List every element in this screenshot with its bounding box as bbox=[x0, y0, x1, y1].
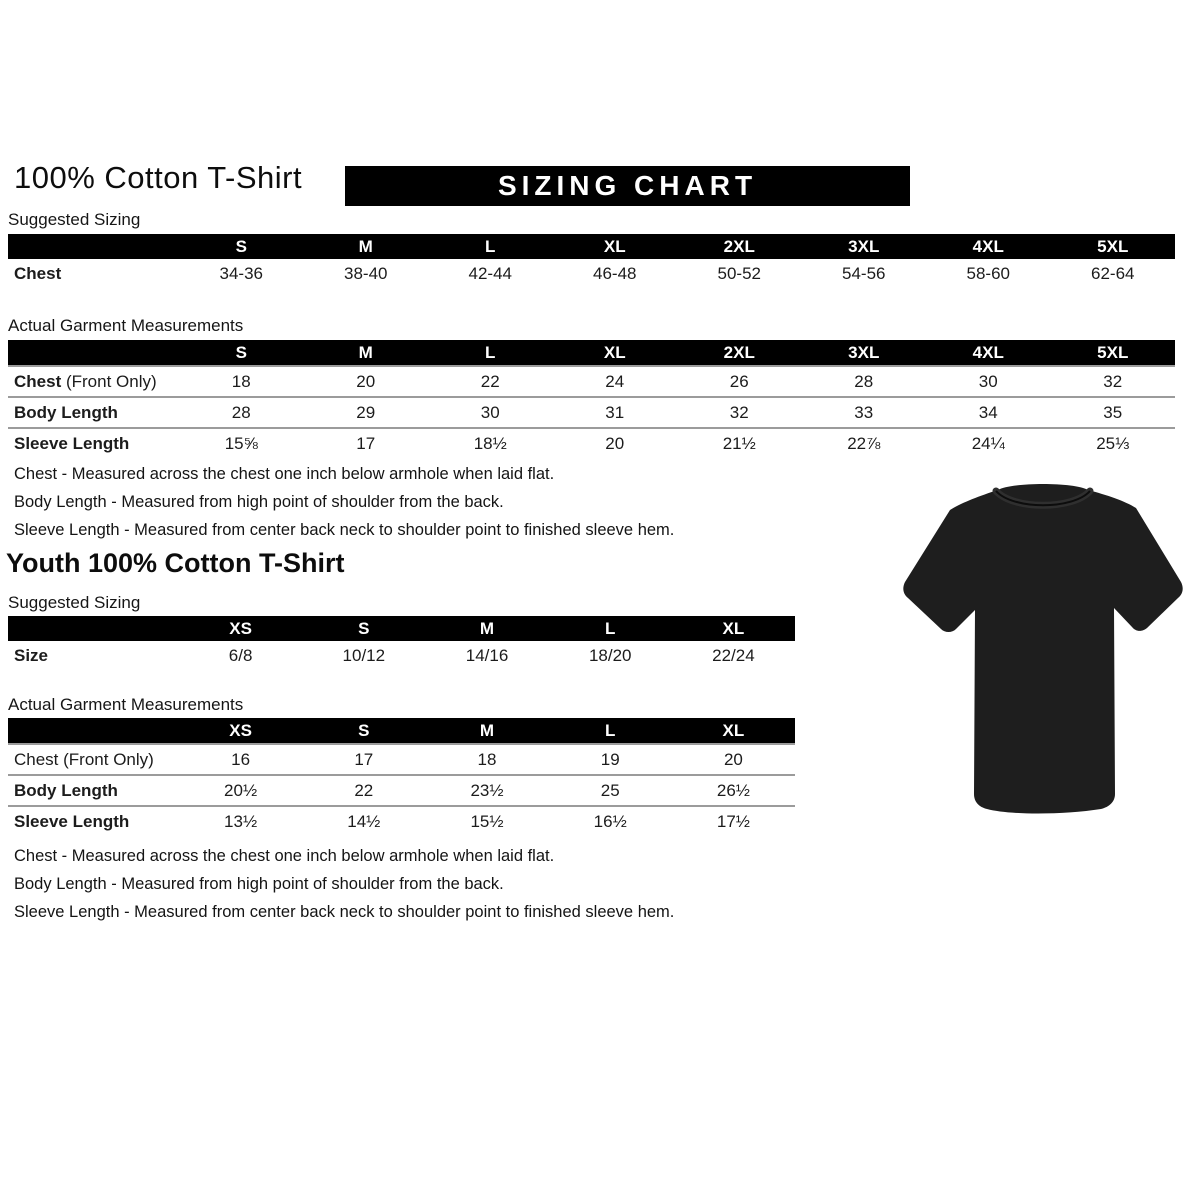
size-header-row bbox=[8, 718, 795, 743]
table-row bbox=[8, 641, 795, 670]
size-header-cell: S bbox=[358, 720, 370, 740]
size-header-cell: L bbox=[605, 720, 616, 740]
measurement-cell: 18 bbox=[477, 749, 497, 769]
measurement-cell: 32 bbox=[729, 402, 749, 422]
measurement-cell: 20 bbox=[723, 749, 743, 769]
measurement-cell: 33 bbox=[854, 402, 874, 422]
measurement-cell: 31 bbox=[605, 402, 625, 422]
measurement-cell: 14/16 bbox=[465, 645, 509, 665]
size-header-cell: 3XL bbox=[848, 236, 880, 256]
measurement-note: Chest - Measured across the chest one inch below armhole when laid flat. bbox=[14, 847, 555, 865]
measurement-cell: 28 bbox=[231, 402, 251, 422]
measurement-cell: 38-40 bbox=[344, 263, 388, 283]
size-header-cell: XL bbox=[603, 236, 626, 256]
adult-garment-measurements-table bbox=[8, 340, 1175, 458]
sizing-chart-banner-label: SIZING CHART bbox=[497, 170, 758, 201]
measurement-cell: 50-52 bbox=[717, 263, 761, 283]
measurement-cell: 22/24 bbox=[712, 645, 755, 665]
youth-measurement-notes bbox=[14, 842, 674, 926]
measurement-cell: 18½ bbox=[473, 433, 507, 453]
measurement-cell: 15⅝ bbox=[224, 433, 258, 453]
size-header-cell: M bbox=[479, 720, 495, 740]
black-tshirt-image bbox=[893, 468, 1193, 818]
table-row bbox=[8, 805, 795, 836]
measurement-cell: 22 bbox=[480, 371, 500, 391]
measurement-cell: 16½ bbox=[593, 811, 627, 831]
measurement-cell: 24 bbox=[605, 371, 625, 391]
youth-garment-measurements-table bbox=[8, 718, 795, 836]
measurement-note: Sleeve Length - Measured from center back neck to shoulder point to finished sleeve hem. bbox=[14, 521, 675, 539]
measurement-cell: 22 bbox=[354, 780, 374, 800]
measurement-cell: 16 bbox=[231, 749, 251, 769]
measurement-cell: 21½ bbox=[722, 433, 756, 453]
size-header-cell: M bbox=[479, 618, 495, 638]
youth-garment-measurements-label: Actual Garment Measurements bbox=[8, 695, 244, 714]
measurement-cell: 62-64 bbox=[1091, 263, 1135, 283]
size-header-cell: 4XL bbox=[972, 236, 1004, 256]
table-row bbox=[8, 365, 1175, 396]
size-header-cell: XL bbox=[722, 720, 745, 740]
measurement-cell: 17½ bbox=[716, 811, 750, 831]
size-header-cell: S bbox=[358, 618, 370, 638]
measurement-cell: 6/8 bbox=[228, 645, 253, 665]
adult-suggested-sizing-table bbox=[8, 234, 1175, 288]
measurement-cell: 20½ bbox=[224, 780, 258, 800]
measurement-cell: 18 bbox=[231, 371, 251, 391]
measurement-cell: 15½ bbox=[470, 811, 504, 831]
measurement-cell: 25 bbox=[600, 780, 620, 800]
sizing-chart-banner bbox=[345, 166, 910, 206]
size-header-cell: XS bbox=[229, 618, 252, 638]
row-label: Size bbox=[14, 645, 49, 665]
size-header-row bbox=[8, 234, 1175, 259]
measurement-cell: 34-36 bbox=[219, 263, 263, 283]
row-label: Body Length bbox=[14, 402, 118, 422]
measurement-cell: 24¼ bbox=[971, 433, 1005, 453]
adult-measurement-notes bbox=[14, 460, 674, 544]
row-label: Body Length bbox=[14, 780, 118, 800]
measurement-cell: 35 bbox=[1103, 402, 1123, 422]
measurement-cell: 14½ bbox=[347, 811, 381, 831]
measurement-cell: 54-56 bbox=[842, 263, 886, 283]
tshirt-icon bbox=[893, 468, 1193, 818]
size-header-cell: S bbox=[235, 236, 247, 256]
size-header-cell: 5XL bbox=[1097, 342, 1129, 362]
measurement-cell: 46-48 bbox=[593, 263, 637, 283]
measurement-cell: 20 bbox=[356, 371, 376, 391]
youth-suggested-sizing-table bbox=[8, 616, 795, 670]
measurement-cell: 28 bbox=[854, 371, 874, 391]
size-header-cell: XL bbox=[603, 342, 626, 362]
row-label: Chest (Front Only) bbox=[14, 749, 154, 769]
size-header-row bbox=[8, 616, 795, 641]
size-header-cell: L bbox=[485, 236, 496, 256]
measurement-cell: 17 bbox=[354, 749, 374, 769]
measurement-cell: 34 bbox=[978, 402, 998, 422]
measurement-cell: 30 bbox=[480, 402, 500, 422]
measurement-cell: 32 bbox=[1103, 371, 1123, 391]
size-header-cell: M bbox=[358, 236, 373, 256]
measurement-cell: 29 bbox=[356, 402, 376, 422]
measurement-note: Chest - Measured across the chest one inch below armhole when laid flat. bbox=[14, 465, 555, 483]
adult-suggested-sizing-label: Suggested Sizing bbox=[8, 210, 141, 229]
row-label: Sleeve Length bbox=[14, 811, 130, 831]
measurement-cell: 25⅓ bbox=[1096, 433, 1130, 453]
measurement-cell: 58-60 bbox=[966, 263, 1010, 283]
measurement-note: Body Length - Measured from high point of shoulder from the back. bbox=[14, 875, 504, 893]
size-header-cell: XL bbox=[722, 618, 745, 638]
size-header-cell: L bbox=[485, 342, 496, 362]
measurement-cell: 22⅞ bbox=[847, 433, 881, 453]
measurement-cell: 42-44 bbox=[468, 263, 512, 283]
size-header-row bbox=[8, 340, 1175, 365]
row-label: Chest bbox=[14, 263, 62, 283]
size-header-cell: 2XL bbox=[723, 342, 755, 362]
table-row bbox=[8, 259, 1175, 288]
size-header-cell: L bbox=[605, 618, 616, 638]
measurement-cell: 26½ bbox=[716, 780, 750, 800]
measurement-cell: 19 bbox=[600, 749, 620, 769]
measurement-cell: 18/20 bbox=[588, 645, 632, 665]
measurement-cell: 20 bbox=[605, 433, 625, 453]
measurement-note: Sleeve Length - Measured from center back neck to shoulder point to finished sleeve hem. bbox=[14, 903, 675, 921]
measurement-cell: 26 bbox=[729, 371, 749, 391]
size-header-cell: 5XL bbox=[1097, 236, 1129, 256]
size-header-cell: 4XL bbox=[972, 342, 1004, 362]
measurement-cell: 30 bbox=[978, 371, 998, 391]
table-row bbox=[8, 427, 1175, 458]
size-header-cell: M bbox=[358, 342, 373, 362]
measurement-cell: 23½ bbox=[470, 780, 504, 800]
youth-section-title: Youth 100% Cotton T-Shirt bbox=[6, 548, 345, 578]
size-header-cell: 2XL bbox=[723, 236, 755, 256]
measurement-cell: 13½ bbox=[224, 811, 258, 831]
measurement-note: Body Length - Measured from high point of shoulder from the back. bbox=[14, 493, 504, 511]
size-header-cell: 3XL bbox=[848, 342, 880, 362]
youth-suggested-sizing-label: Suggested Sizing bbox=[8, 593, 141, 612]
row-label: Sleeve Length bbox=[14, 433, 130, 453]
table-row bbox=[8, 743, 795, 774]
measurement-cell: 10/12 bbox=[342, 645, 386, 665]
row-label: Chest (Front Only) bbox=[14, 371, 157, 391]
table-row bbox=[8, 774, 795, 805]
size-header-cell: S bbox=[235, 342, 247, 362]
adult-garment-measurements-label: Actual Garment Measurements bbox=[8, 316, 244, 335]
measurement-cell: 17 bbox=[356, 433, 376, 453]
table-row bbox=[8, 396, 1175, 427]
page-title: 100% Cotton T-Shirt bbox=[14, 160, 303, 195]
size-header-cell: XS bbox=[229, 720, 252, 740]
